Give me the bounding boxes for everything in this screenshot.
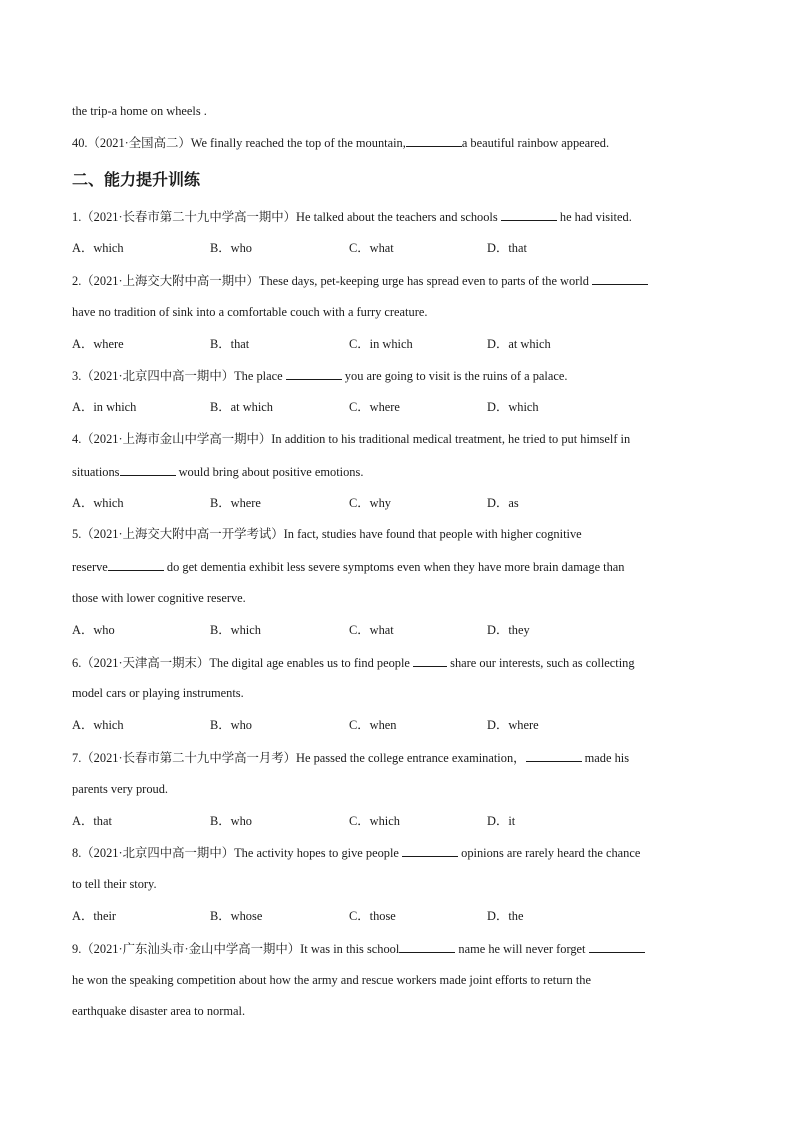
- question-2-line-2: have no tradition of sink into a comfortable couch with a furry creature.: [72, 305, 428, 319]
- option-d[interactable]: D．at which: [487, 337, 551, 351]
- question-7-line-2: parents very proud.: [72, 782, 168, 796]
- answer-blank[interactable]: [501, 208, 557, 221]
- option-c[interactable]: C．which: [349, 814, 400, 828]
- question-9-line-2: he won the speaking competition about how the army and rescue workers made joint efforts to return the: [72, 973, 591, 987]
- option-b[interactable]: B．which: [210, 623, 261, 637]
- option-b[interactable]: B．whose: [210, 909, 263, 923]
- option-b[interactable]: B．who: [210, 718, 252, 732]
- answer-blank[interactable]: [526, 749, 582, 762]
- option-d[interactable]: D．the: [487, 909, 524, 923]
- question-7: 7.（2021·长春市第二十九中学高一月考）He passed the college entrance examination， made his: [72, 751, 630, 765]
- question-9-line-3: earthquake disaster area to normal.: [72, 1004, 246, 1018]
- section-title: 二、能力提升训练: [72, 170, 201, 189]
- option-c[interactable]: C．why: [349, 496, 391, 510]
- option-a[interactable]: A．in which: [72, 400, 137, 414]
- option-d[interactable]: D．as: [487, 496, 519, 510]
- option-c[interactable]: C．when: [349, 718, 397, 732]
- option-b[interactable]: B．who: [210, 241, 252, 255]
- question-6-line-2: model cars or playing instruments.: [72, 686, 244, 700]
- question-40: 40.（2021·全国高二）We finally reached the top of the mountain, a beautiful rainbow appeared.: [72, 136, 610, 150]
- answer-blank[interactable]: [399, 940, 455, 953]
- option-c[interactable]: C．in which: [349, 337, 413, 351]
- question-6: 6.（2021·天津高一期末）The digital age enables us to find people share our interests, such as collecting: [72, 656, 635, 670]
- option-c[interactable]: C．those: [349, 909, 396, 923]
- option-a[interactable]: A．which: [72, 241, 124, 255]
- option-c[interactable]: C．what: [349, 241, 394, 255]
- option-a[interactable]: A．their: [72, 909, 117, 923]
- option-b[interactable]: B．at which: [210, 400, 273, 414]
- option-b[interactable]: B．who: [210, 814, 252, 828]
- option-a[interactable]: A．where: [72, 337, 124, 351]
- option-a[interactable]: A．which: [72, 496, 124, 510]
- question-5-line-3: those with lower cognitive reserve.: [72, 591, 246, 605]
- option-a[interactable]: A．that: [72, 814, 112, 828]
- answer-blank[interactable]: [402, 844, 458, 857]
- answer-blank[interactable]: [413, 654, 447, 667]
- option-b[interactable]: B．where: [210, 496, 261, 510]
- question-4-line-2: situations would bring about positive emotions.: [72, 465, 364, 479]
- option-d[interactable]: D．they: [487, 623, 530, 637]
- question-8: 8.（2021·北京四中高一期中）The activity hopes to give people opinions are rarely heard the chance: [72, 846, 641, 860]
- answer-blank[interactable]: [108, 558, 164, 571]
- question-4: 4.（2021·上海市金山中学高一期中）In addition to his traditional medical treatment, he tried to put himself in: [72, 432, 631, 446]
- option-a[interactable]: A．who: [72, 623, 115, 637]
- option-d[interactable]: D．which: [487, 400, 539, 414]
- answer-blank[interactable]: [286, 367, 342, 380]
- question-5: 5.（2021·上海交大附中高一开学考试）In fact, studies have found that people with higher cognitive: [72, 527, 582, 541]
- answer-blank[interactable]: [589, 940, 645, 953]
- option-d[interactable]: D．where: [487, 718, 539, 732]
- question-5-line-2: reserve do get dementia exhibit less severe symptoms even when they have more brain damage than: [72, 560, 625, 574]
- option-c[interactable]: C．where: [349, 400, 400, 414]
- prev-question-tail: the trip-a home on wheels .: [72, 104, 207, 118]
- question-9: 9.（2021·广东汕头市·金山中学高一期中）It was in this school name he will never forget: [72, 940, 724, 957]
- option-d[interactable]: D．that: [487, 241, 527, 255]
- answer-blank[interactable]: [592, 272, 648, 285]
- option-c[interactable]: C．what: [349, 623, 394, 637]
- option-a[interactable]: A．which: [72, 718, 124, 732]
- option-b[interactable]: B．that: [210, 337, 250, 351]
- question-3: 3.（2021·北京四中高一期中）The place you are going to visit is the ruins of a palace.: [72, 369, 568, 383]
- question-2: 2.（2021·上海交大附中高一期中）These days, pet-keeping urge has spread even to parts of the world: [72, 272, 724, 289]
- question-1: 1.（2021·长春市第二十九中学高一期中）He talked about the teachers and schools he had visited.: [72, 210, 632, 224]
- option-d[interactable]: D．it: [487, 814, 516, 828]
- question-8-line-2: to tell their story.: [72, 877, 157, 891]
- answer-blank[interactable]: [120, 463, 176, 476]
- answer-blank[interactable]: [406, 134, 462, 147]
